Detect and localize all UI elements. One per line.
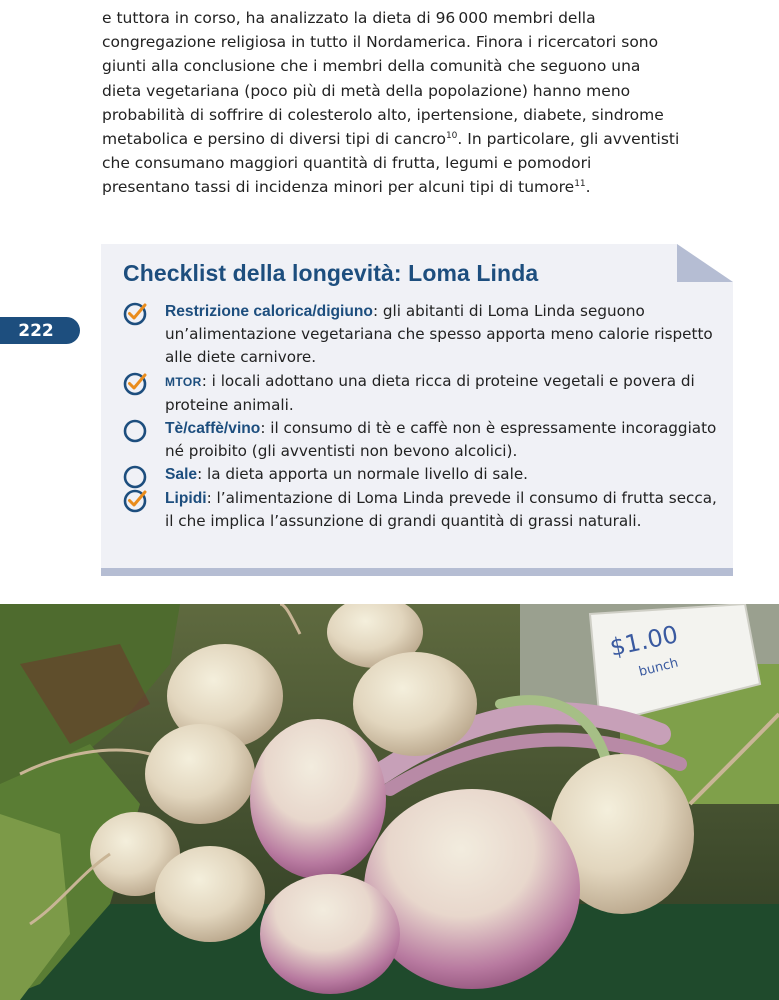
intro-text-3: . xyxy=(585,178,591,197)
checklist-box xyxy=(101,244,733,576)
item-label: Lipidi xyxy=(165,489,207,507)
footnote-ref-10[interactable]: 10 xyxy=(445,131,458,142)
checklist-title: Checklist della longevità: Loma Linda xyxy=(123,260,539,286)
sign-unit: bunch xyxy=(637,655,680,680)
intro-text-2: . In particolare, gli avventisti che consumano maggiori quantità di frutta, legumi e pomodori presentano tassi di incidenza minori per alcuni tipi di tumore xyxy=(102,130,680,197)
checklist-item-mtor xyxy=(121,370,721,417)
item-text: : il consumo di tè e caffè non è espressamente incoraggiato né proibito (gli avventisti non bevono alcolici). xyxy=(165,419,717,461)
checklist-item-restriction xyxy=(121,300,721,370)
checklist-item-tea-coffee-wine xyxy=(121,417,721,463)
empty-circle-icon xyxy=(123,417,149,443)
box-bottom-bar xyxy=(101,568,733,576)
intro-text-1: e tuttora in corso, ha analizzato la dieta di 96 000 membri della congregazione religiosa in tutto il Nordamerica. Finora i ricercatori sono giunti alla conclusione che i membri della comunità che seguono una dieta vegetariana (poco più di metà della popolazione) hanno meno probabilità di soffrire di colesterolo alto, ipertensione, diabete, sindrome metabolica e persino di diversi tipi di cancro xyxy=(102,9,664,149)
turnips-illustration xyxy=(0,604,779,1000)
item-label: Tè/caffè/vino xyxy=(165,420,261,438)
check-circle-icon xyxy=(123,370,149,396)
checklist-item-lipids xyxy=(121,487,721,533)
sign-price: $1.00 xyxy=(607,620,681,662)
checklist-items xyxy=(121,300,721,533)
item-label: Restrizione calorica/digiuno xyxy=(165,303,373,320)
checklist-item-salt xyxy=(121,463,721,486)
item-text: : gli abitanti di Loma Linda seguono un’alimentazione vegetariana che spesso apporta meno calorie rispetto alle diete carnivore. xyxy=(165,302,713,367)
check-circle-icon xyxy=(123,300,149,326)
page-fold-corner xyxy=(677,244,733,282)
page-number: 222 xyxy=(18,320,54,341)
turnips-photo xyxy=(0,604,779,1000)
item-text: : la dieta apporta un normale livello di sale. xyxy=(197,465,528,484)
footnote-ref-11[interactable]: 11 xyxy=(574,179,586,190)
item-label: MTOR xyxy=(165,374,202,389)
item-text: : i locali adottano una dieta ricca di proteine vegetali e povera di proteine animali. xyxy=(165,371,695,414)
item-text: : l’alimentazione di Loma Linda prevede il consumo di frutta secca, il che implica l’assunzione di grandi quantità di grassi naturali. xyxy=(165,488,717,530)
check-circle-icon xyxy=(123,487,149,513)
page-number-tab xyxy=(0,317,80,344)
item-label: Sale xyxy=(165,466,198,484)
empty-circle-icon xyxy=(123,463,149,489)
intro-paragraph xyxy=(102,6,682,200)
